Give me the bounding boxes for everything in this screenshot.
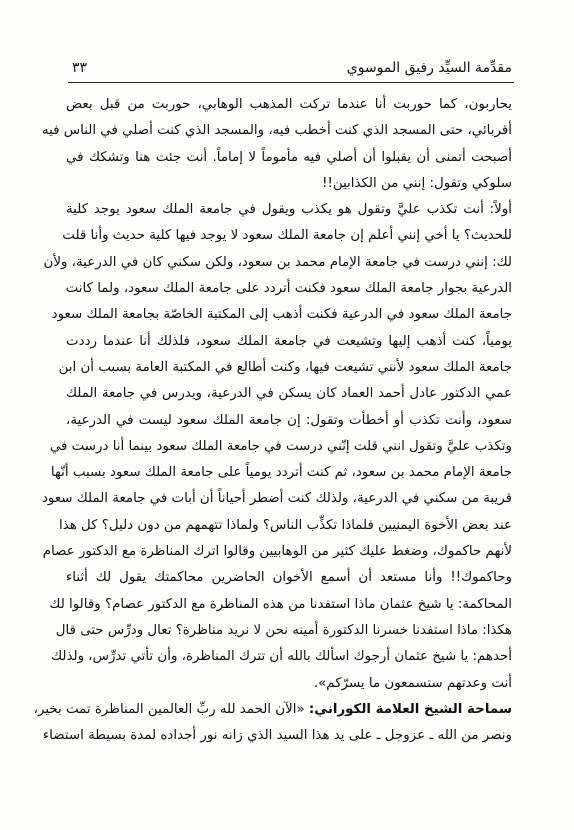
text-line: المحاكمة: يا شيخ عثمان ماذا استفدنا من هذه المناظرة مع الدكتور عصام؟ وقالوا لك	[49, 596, 512, 612]
text-line: يحاربون، كما حوربت أنا عندما تركت المذهب الوهابي، حوربت من قبل بعض	[66, 97, 512, 112]
text-line: الدرعية بجوار جامعة الملك سعود فكنت أتردد على جامعة الملك سعود، ولما كانت	[65, 281, 512, 297]
text-line: سلوكي وتقول: إنني من الكذابين!!	[322, 175, 512, 191]
speaker-line	[33, 697, 512, 723]
text-line: يومياً، كنت أذهب إليها وتشيعت في جامعة الملك سعود، فلذلك أنا عندما رددت	[66, 333, 512, 349]
text-line: قريبة من سكني في الدرعية، ولذلك كنت أضطر أحياناً أن أبات في جامعة الملك سعود	[41, 491, 512, 507]
text-line: للحديث؟ يا أخي إنني أعلم إن جامعة الملك سعود لا يوجد فيها كلية حديث وأنا قلت	[62, 228, 512, 244]
running-title: مقدِّمة السيِّد رفيق الموسوي	[346, 60, 512, 76]
text-line: وتكذب عليَّ وتقول انني قلت إنّني درست في جامعة الملك سعود بينما أنا درست في	[49, 438, 512, 454]
text-line: أحدهم: يا شيخ عثمان أرجوك اسألك بالله أن تترك المناظرة، وأن تأتي تدرِّس، ولذلك	[51, 649, 512, 665]
text-line: أولاً: أنت تكذب عليَّ وتقول هو يكذب ويقول في جامعة الملك سعود يوجد كلية	[66, 202, 512, 218]
text-line: جامعة الملك سعود لأنني تشيعت فيها، وكنت أطالع في المكتبة العامة بسبب أن ابن	[58, 359, 512, 375]
header-rule	[68, 82, 514, 83]
body-text	[33, 92, 512, 749]
text-line: وحاكموك!! وأنا مستعد أن أسمع الأخوان الحاضرين محاكمتك يقول لك أثناء	[66, 570, 512, 586]
text-line: هكذا: ماذا استفدنا خسرنا الدكتورة أمينه نحن لا نريد مناظرة؟ تعال ودرِّس حتى قال	[55, 622, 512, 638]
text-line: أصبحت أتمنى أن يقبلوا أن أصلي فيه مأموماً لا إماماً. أنت جئت هنا وتشكك في	[66, 149, 512, 165]
page-header	[72, 58, 512, 82]
text-line: أنت وعدتهم ستسمعون ما يسرّكم».	[313, 675, 512, 691]
final-line: ونصر من الله ـ عزوجل ـ على يد هذا السيد الذي زانه نور أجداده لمدة بسيطة استضاء	[42, 728, 512, 744]
text-line: أقربائي، حتى المسجد الذي كنت أخطب فيه، والمسجد الذي كنت أصلي في الناس فيه	[41, 123, 512, 139]
page-number: ٣٣	[72, 60, 88, 76]
speaker-name: سماحة الشيخ العلامة الكوراني:	[308, 701, 512, 717]
text-line: عند بعض الأخوة اليمنيين فلماذا تكذِّب الناس؟ ولماذا تتهمهم من دون دليل؟ كل هذا	[58, 517, 512, 533]
text-line: جامعة الملك سعود في الدرعية فكنت أذهب إلى المكتبة الخاصّة بجامعة الملك سعود	[51, 307, 512, 323]
text-line: عمي الدكتور عادل أحمد العماد كان يسكن في الدرعية، ويدرس في جامعة الملك	[66, 386, 512, 402]
text-line: سعود، وأنت تكذب أو أخطأت وتقول: إن جامعة الملك سعود ليست في الدرعية،	[66, 412, 512, 428]
text-line: لك: إنني درست في جامعة الإمام محمد بن سعود، ولكن سكني كان في الدرعية، ولأن	[43, 254, 512, 270]
text-line: جامعة الإمام محمد بن سعود، ثم كنت أتردد يومياً على جامعة الملك سعود بسبب أنّها	[50, 465, 512, 481]
speaker-text: «الآن الحمد لله ربِّ العالمين المناظرة تمت بخير،	[33, 701, 309, 717]
text-line: لأنهم حاكموك، وضغط عليك كثير من الوهابيين وقالوا اترك المناظرة مع الدكتور عصام	[42, 544, 512, 560]
